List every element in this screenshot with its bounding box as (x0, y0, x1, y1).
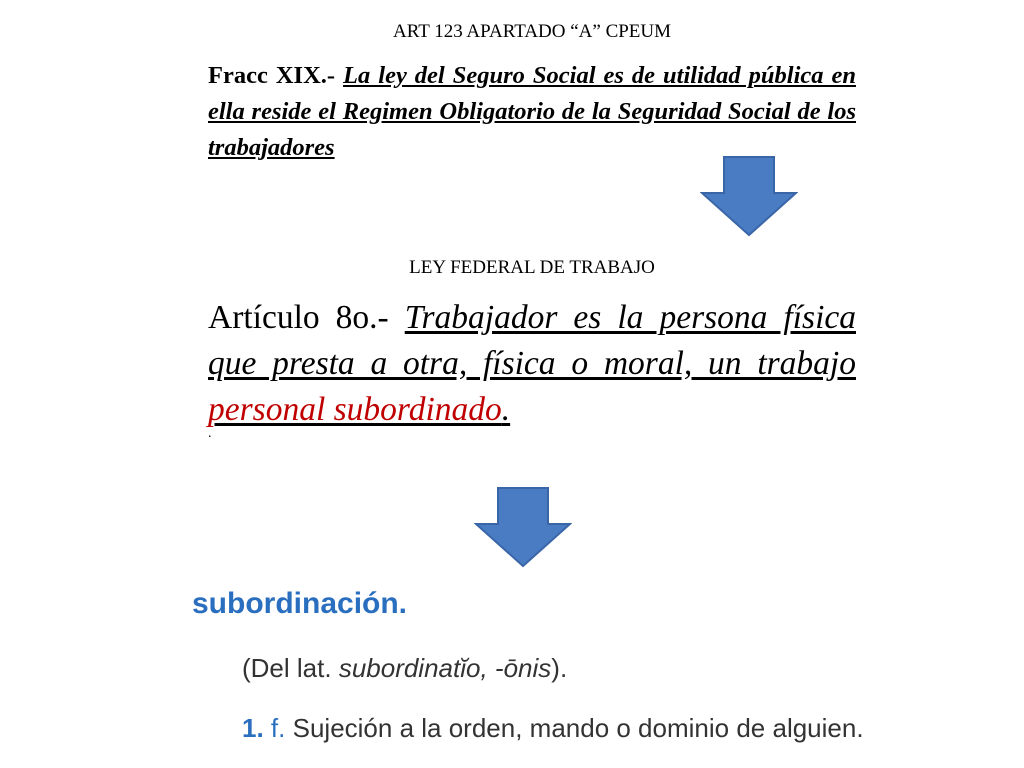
sense-number: 1. (242, 713, 264, 743)
article-text-main: Trabajador es la persona física que presta a otra, física o moral, un trabajo (208, 299, 856, 382)
arrow-down-icon (474, 486, 572, 568)
article-label: Artículo 8o.- (208, 299, 389, 336)
heading-law: LEY FEDERAL DE TRABAJO (409, 257, 655, 278)
heading-constitution: ART 123 APARTADO “A” CPEUM (392, 21, 672, 42)
etymology-close: ). (551, 653, 568, 683)
article-highlight: personal subordinado (208, 391, 502, 428)
dictionary-headword: subordinación. (192, 587, 408, 620)
fracc-text: La ley del Seguro Social es de utilidad pública en ella reside el Regimen Obligatorio de la Seguridad Social de los trabajadores (208, 62, 856, 161)
fracc-label: Fracc XIX.- (208, 62, 336, 89)
dictionary-definition (242, 710, 864, 746)
definition-text: Sujeción a la orden, mando o dominio de alguien. (292, 713, 864, 743)
stray-mark: . (208, 426, 212, 441)
sense-pos: f. (270, 713, 286, 743)
article-paragraph (208, 295, 856, 433)
dictionary-etymology (242, 650, 567, 686)
etymology-latin: subordinatĭo, -ōnis (338, 653, 552, 683)
fracc-paragraph (208, 58, 856, 166)
etymology-open: (Del lat. (242, 653, 339, 683)
arrow-down-icon (700, 155, 798, 237)
article-end-punct: . (501, 391, 511, 428)
